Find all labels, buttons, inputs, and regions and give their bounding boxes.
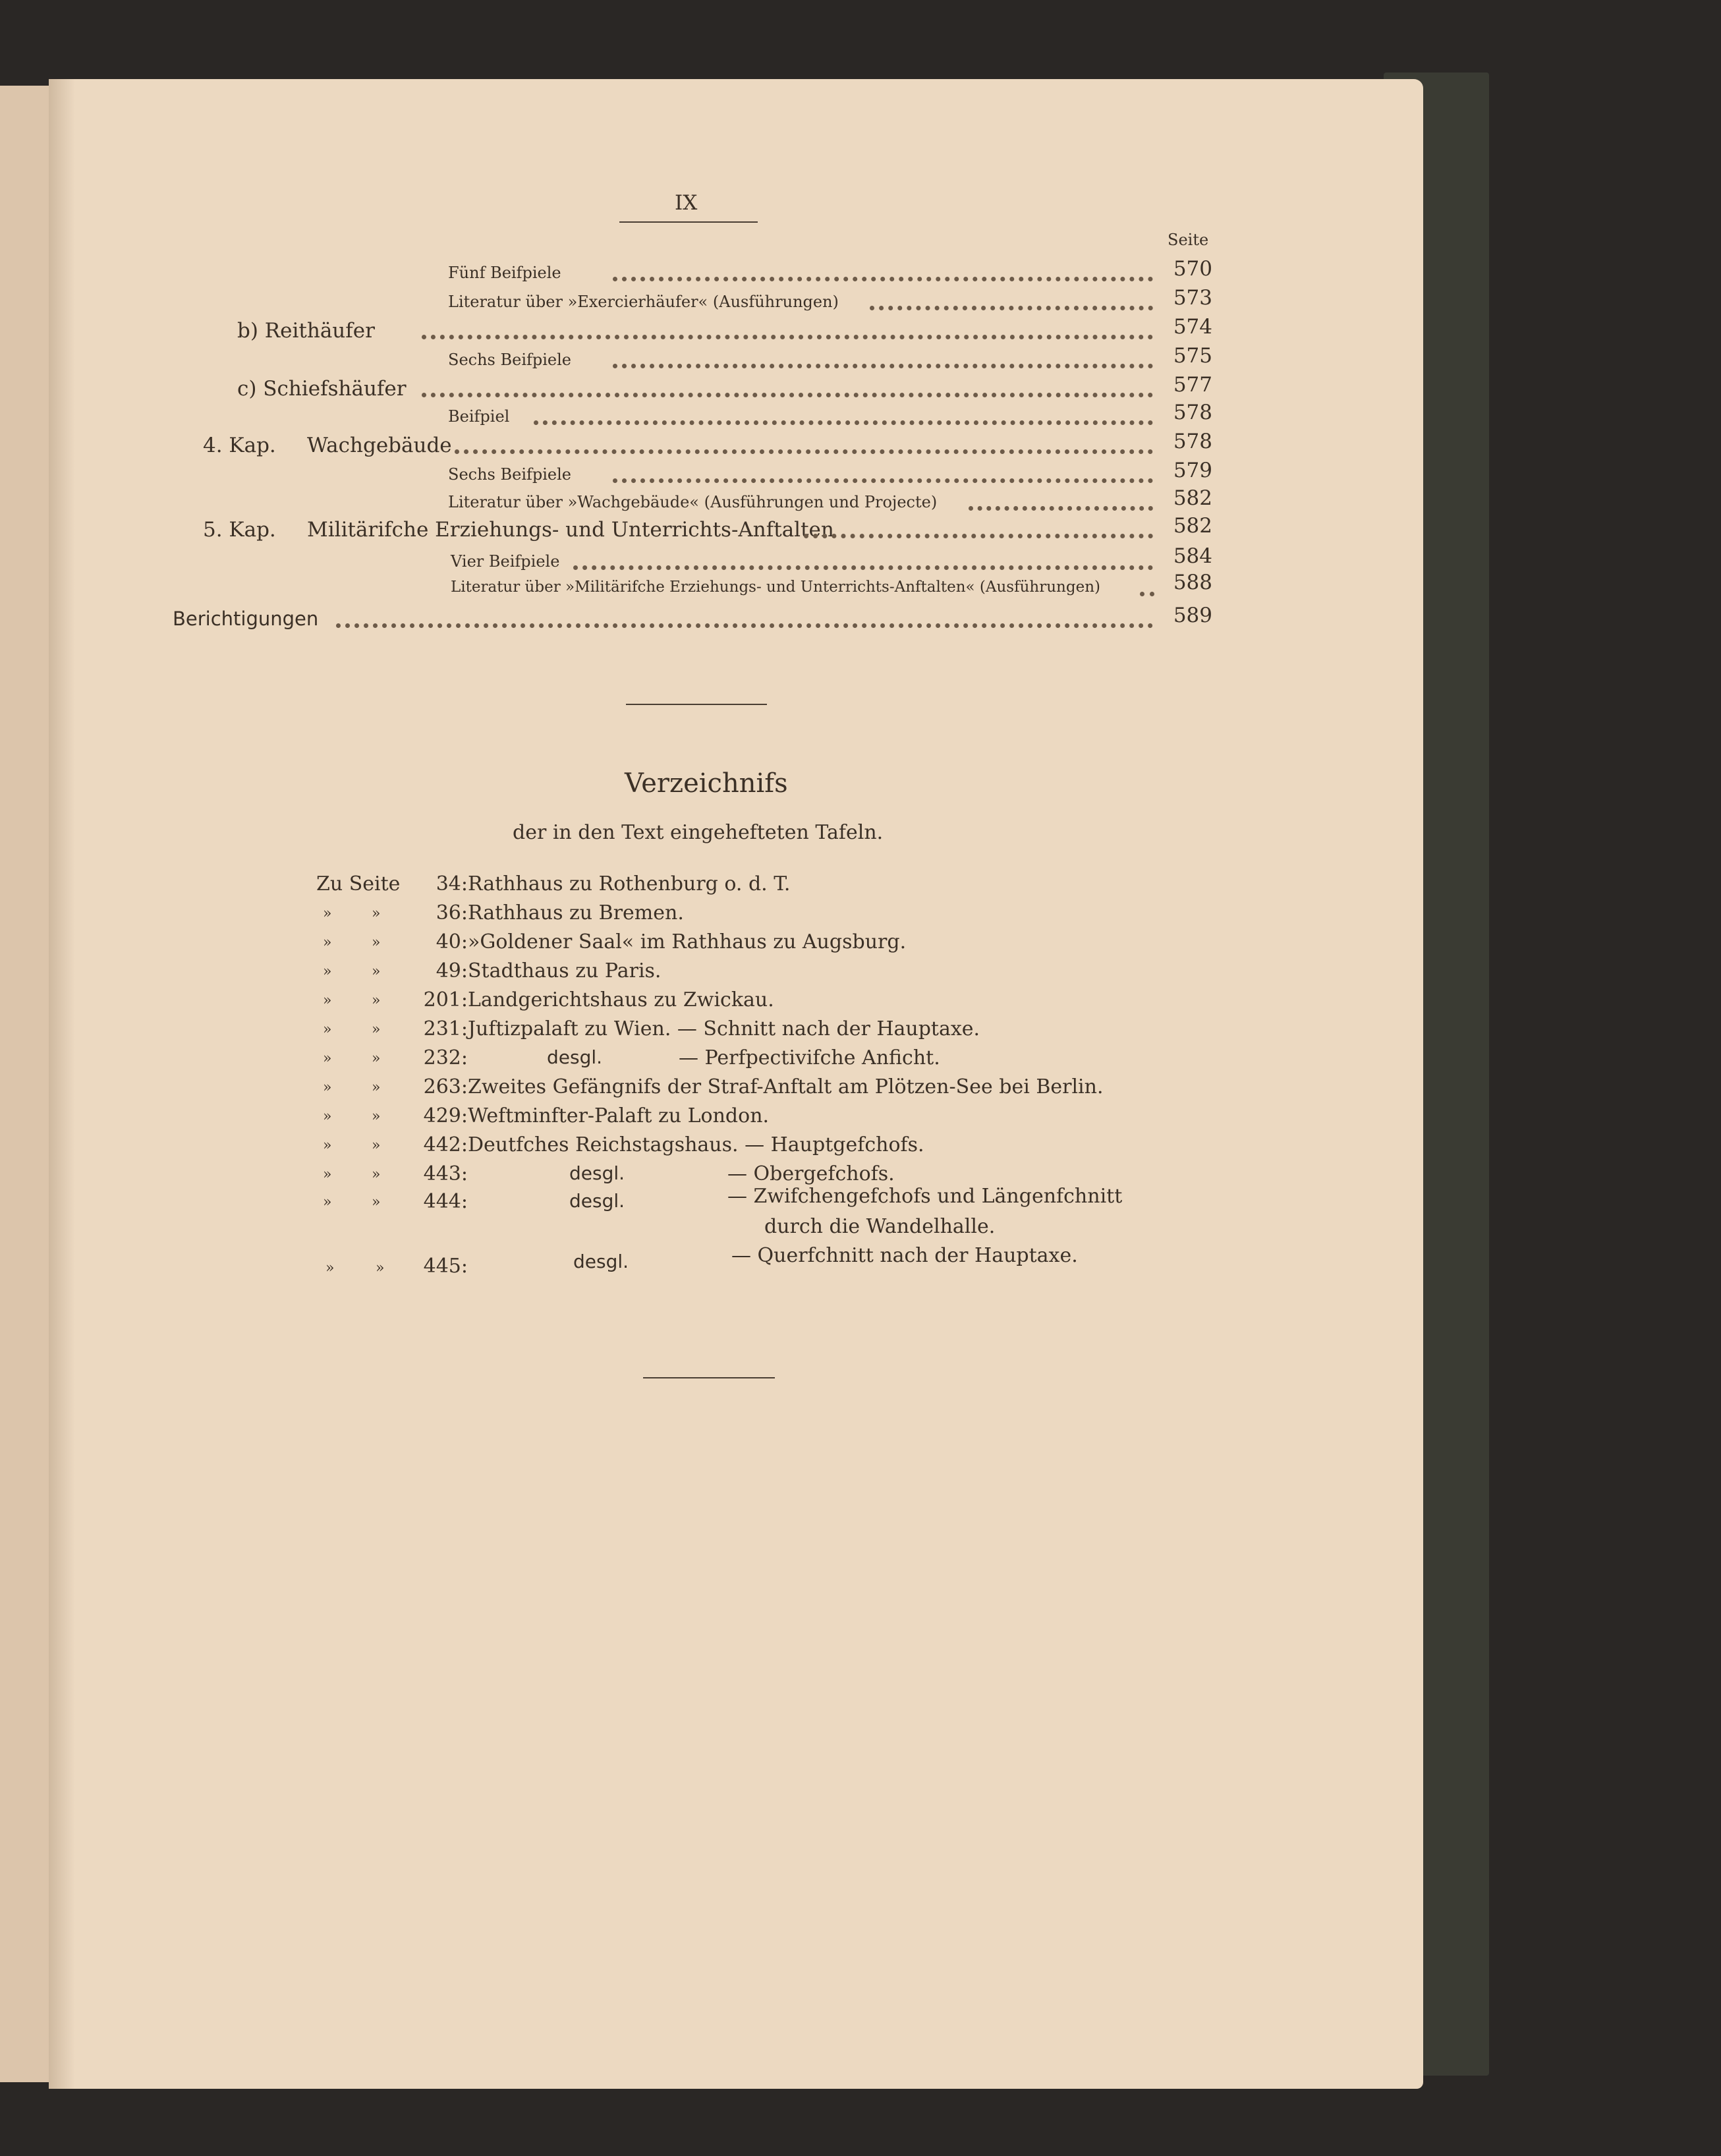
- plate-title-continuation: durch die Wandelhalle.: [764, 1215, 996, 1238]
- ditto-mark: »: [372, 1079, 381, 1096]
- ditto-mark: »: [323, 1166, 332, 1183]
- toc-leader-dots: [804, 534, 1153, 538]
- section-divider: [626, 704, 767, 705]
- plate-page: 443:: [423, 1162, 468, 1185]
- plate-page: 36:: [436, 901, 468, 924]
- toc-leader-dots: [1140, 592, 1154, 596]
- toc-entry-label: Literatur über »Exercierhäufer« (Ausführungen): [448, 293, 839, 311]
- ditto-mark: »: [323, 992, 332, 1009]
- toc-entry-label: Fünf Beifpiele: [448, 264, 561, 282]
- desgl-mark: desgl.: [569, 1190, 625, 1212]
- toc-leader-dots: [534, 420, 1153, 425]
- toc-leader-dots: [573, 565, 1153, 570]
- ditto-mark: »: [376, 1260, 385, 1276]
- ditto-mark: »: [372, 963, 381, 980]
- toc-entry-page: 589: [1173, 604, 1212, 627]
- toc-kap-label: 5. Kap.: [203, 518, 276, 542]
- ditto-mark: »: [323, 1137, 332, 1154]
- plate-page: 34:: [436, 872, 468, 895]
- plate-title: Rathhaus zu Bremen.: [468, 901, 684, 924]
- page-number: IX: [675, 191, 698, 215]
- toc-leader-dots: [969, 506, 1153, 511]
- previous-page-edge: [0, 86, 53, 2082]
- plate-page: 49:: [436, 959, 468, 982]
- plate-page: 40:: [436, 930, 468, 953]
- desgl-mark: desgl.: [547, 1046, 603, 1068]
- end-divider: [643, 1377, 775, 1378]
- toc-entry-page: 574: [1173, 315, 1212, 339]
- toc-entry-label: Literatur über »Wachgebäude« (Ausführungen und Projecte): [448, 493, 938, 511]
- plate-page: 429:: [423, 1104, 468, 1127]
- toc-entry-page: 582: [1173, 514, 1212, 538]
- ditto-mark: »: [323, 905, 332, 922]
- toc-leader-dots: [613, 364, 1153, 368]
- plate-title: Landgerichtshaus zu Zwickau.: [468, 988, 774, 1011]
- plate-title: — Querfchnitt nach der Hauptaxe.: [731, 1244, 1078, 1267]
- plates-subtitle: der in den Text eingehefteten Tafeln.: [513, 821, 884, 844]
- plate-title: Weftminfter-Palaft zu London.: [468, 1104, 770, 1127]
- toc-entry-page: 577: [1173, 373, 1212, 397]
- ditto-mark: »: [372, 1050, 381, 1067]
- ditto-mark: »: [323, 1108, 332, 1125]
- toc-entry-label: c) Schiefshäufer: [237, 377, 407, 401]
- toc-entry-label: Militärifche Erziehungs- und Unterrichts-Anftalten: [307, 518, 834, 542]
- plate-title: Zweites Gefängnifs der Straf-Anftalt am Plötzen-See bei Berlin.: [468, 1075, 1104, 1098]
- plate-page: 445:: [423, 1255, 468, 1278]
- ditto-mark: »: [323, 1021, 332, 1038]
- ditto-mark: »: [372, 1021, 381, 1038]
- toc-leader-dots: [613, 478, 1153, 483]
- ditto-mark: »: [323, 1079, 332, 1096]
- desgl-mark: desgl.: [569, 1162, 625, 1184]
- ditto-mark: »: [323, 1050, 332, 1067]
- ditto-mark: »: [372, 1194, 381, 1210]
- toc-entry-page: 584: [1173, 544, 1212, 568]
- toc-entry-label: b) Reithäufer: [237, 319, 375, 343]
- ditto-mark: »: [372, 934, 381, 951]
- toc-entry-label: Beifpiel: [448, 407, 510, 426]
- toc-entry-label: Literatur über »Militärifche Erziehungs- und Unterrichts-Anftalten« (Ausführungen): [451, 579, 1100, 596]
- toc-leader-dots: [336, 623, 1153, 628]
- zu-seite-label: Zu Seite: [316, 872, 401, 895]
- toc-entry-label: Sechs Beifpiele: [448, 351, 572, 369]
- toc-entry-label: Sechs Beifpiele: [448, 465, 572, 484]
- plate-title: Stadthaus zu Paris.: [468, 959, 662, 982]
- plate-title: Juftizpalaft zu Wien. — Schnitt nach der Hauptaxe.: [468, 1017, 980, 1040]
- ditto-mark: »: [372, 1166, 381, 1183]
- plate-page: 201:: [423, 988, 468, 1011]
- plate-title: — Perfpectivifche Anficht.: [679, 1046, 940, 1069]
- ditto-mark: »: [372, 1108, 381, 1125]
- toc-leader-dots: [422, 335, 1153, 339]
- plate-page: 263:: [423, 1075, 468, 1098]
- ditto-mark: »: [323, 1194, 332, 1210]
- toc-entry-label: Vier Beifpiele: [451, 552, 560, 571]
- ditto-mark: »: [372, 905, 381, 922]
- toc-entry-page: 575: [1173, 344, 1212, 368]
- ditto-mark: »: [325, 1260, 335, 1276]
- toc-entry-page: 579: [1173, 459, 1212, 482]
- toc-kap-label: 4. Kap.: [203, 434, 276, 457]
- toc-leader-dots: [870, 306, 1153, 310]
- plate-title: Deutfches Reichstagshaus. — Hauptgefchofs.: [468, 1133, 924, 1156]
- plate-title: »Goldener Saal« im Rathhaus zu Augsburg.: [468, 930, 907, 953]
- header-rule: [619, 221, 758, 223]
- plate-title: Rathhaus zu Rothenburg o. d. T.: [468, 872, 791, 895]
- toc-leader-dots: [422, 393, 1153, 397]
- toc-leader-dots: [613, 277, 1153, 281]
- plate-page: 231:: [423, 1017, 468, 1040]
- desgl-mark: desgl.: [573, 1251, 629, 1272]
- plate-title: — Zwifchengefchofs und Längenfchnitt: [727, 1185, 1123, 1208]
- plate-page: 442:: [423, 1133, 468, 1156]
- plate-title: — Obergefchofs.: [727, 1162, 895, 1185]
- plates-title: Verzeichnifs: [625, 768, 788, 799]
- page-gutter-shadow: [49, 79, 75, 2089]
- seite-label: Seite: [1168, 231, 1209, 249]
- toc-entry-page: 588: [1173, 571, 1212, 594]
- toc-entry-label: Berichtigungen: [173, 608, 319, 630]
- toc-entry-page: 582: [1173, 486, 1212, 510]
- toc-entry-page: 578: [1173, 401, 1212, 424]
- toc-entry-page: 570: [1173, 257, 1212, 281]
- ditto-mark: »: [323, 963, 332, 980]
- toc-entry-page: 578: [1173, 430, 1212, 453]
- ditto-mark: »: [323, 934, 332, 951]
- toc-leader-dots: [455, 449, 1153, 454]
- ditto-mark: »: [372, 1137, 381, 1154]
- plate-page: 232:: [423, 1046, 468, 1069]
- toc-entry-page: 573: [1173, 286, 1212, 310]
- toc-entry-label: Wachgebäude: [307, 434, 452, 457]
- ditto-mark: »: [372, 992, 381, 1009]
- plate-page: 444:: [423, 1190, 468, 1213]
